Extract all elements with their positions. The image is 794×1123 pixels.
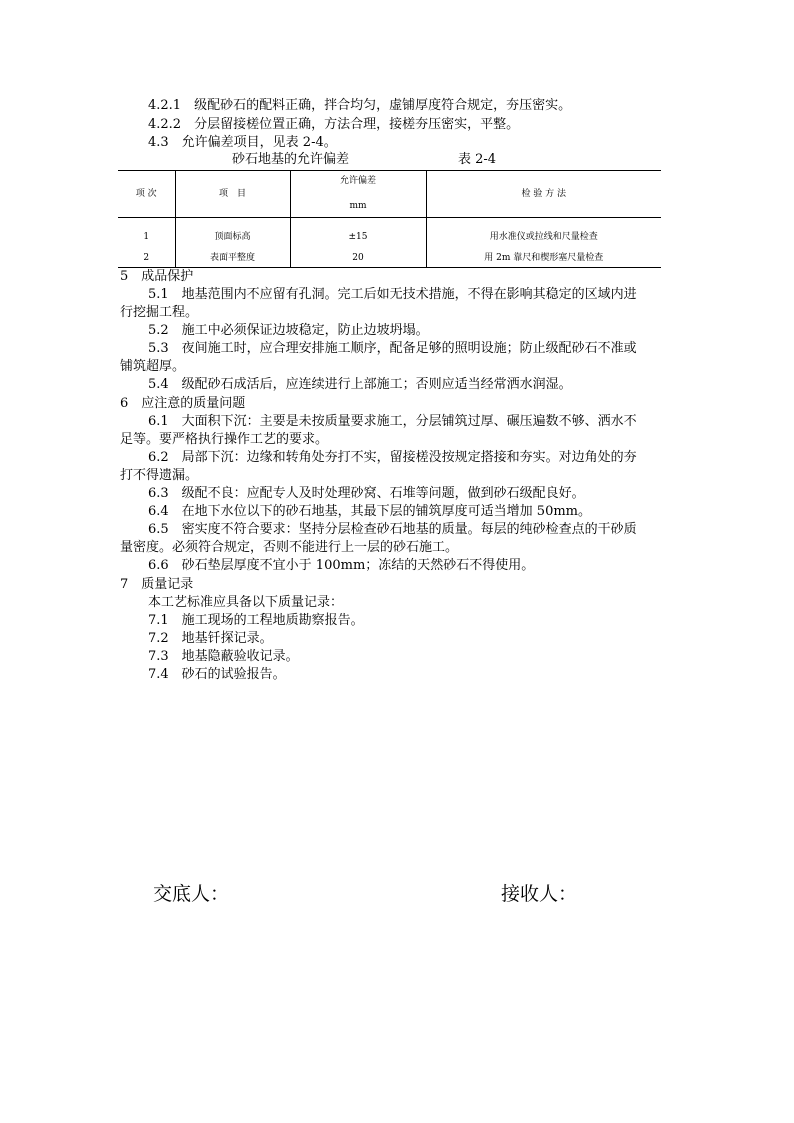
cell-item: 顶面标高 xyxy=(175,218,290,251)
table-row xyxy=(118,250,661,268)
cell-method: 用水准仪或拉线和尺量检查 xyxy=(426,218,661,251)
section-7-heading: 7 质量记录 xyxy=(120,577,194,592)
table-title: 砂石地基的允许偏差 xyxy=(232,152,350,167)
para-4-3: 4.3 允许偏差项目，见表 2-4。 xyxy=(148,135,337,150)
para-5-3-cont: 铺筑超厚。 xyxy=(120,359,186,374)
cell-no: 1 xyxy=(118,218,175,251)
cell-tolerance: ±15 xyxy=(290,218,426,251)
para-7-3: 7.3 地基隐蔽验收记录。 xyxy=(148,649,299,664)
para-6-2-cont: 打不得遗漏。 xyxy=(120,468,199,483)
tolerance-table xyxy=(118,170,661,268)
para-7-2: 7.2 地基钎探记录。 xyxy=(148,631,273,646)
para-5-4: 5.4 级配砂石成活后，应连续进行上部施工；否则应适当经常洒水润湿。 xyxy=(148,377,572,392)
table-header-row xyxy=(118,171,661,218)
header-tolerance-label: 允许偏差 xyxy=(339,176,376,186)
header-item-no: 项 次 xyxy=(118,171,175,218)
para-5-1: 5.1 地基范围内不应留有孔洞。完工后如无技术措施，不得在影响其稳定的区域内进 xyxy=(148,287,637,302)
section-6-heading: 6 应注意的质量问题 xyxy=(120,396,246,411)
para-5-3: 5.3 夜间施工时，应合理安排施工顺序，配备足够的照明设施；防止级配砂石不准或 xyxy=(148,341,637,356)
para-6-4: 6.4 在地下水位以下的砂石地基，其最下层的铺筑厚度可适当增加 50mm。 xyxy=(148,504,592,519)
para-6-5-cont: 量密度。必须符合规定，否则不能进行上一层的砂石施工。 xyxy=(120,540,459,555)
cell-no: 2 xyxy=(118,250,175,268)
table-row xyxy=(118,218,661,251)
para-6-6: 6.6 砂石垫层厚度不宜小于 100mm；冻结的天然砂石不得使用。 xyxy=(148,558,535,573)
para-5-2: 5.2 施工中必须保证边坡稳定，防止边坡坍塌。 xyxy=(148,323,429,338)
header-tolerance-unit: mm xyxy=(349,201,367,211)
para-6-3: 6.3 级配不良：应配专人及时处理砂窝、石堆等问题，做到砂石级配良好。 xyxy=(148,486,585,501)
para-5-1-cont: 行挖掘工程。 xyxy=(120,305,199,320)
header-method: 检 验 方 法 xyxy=(426,171,661,218)
para-6-2: 6.2 局部下沉：边缘和转角处夯打不实，留接槎没按规定搭接和夯实。对边角处的夯 xyxy=(148,450,637,465)
cell-item: 表面平整度 xyxy=(175,250,290,268)
para-7-intro: 本工艺标准应具备以下质量记录： xyxy=(148,595,344,610)
para-6-1: 6.1 大面积下沉：主要是未按质量要求施工，分层铺筑过厚、碾压遍数不够、洒水不 xyxy=(148,414,637,429)
cell-tolerance: 20 xyxy=(290,250,426,268)
cell-method: 用 2m 靠尺和楔形塞尺量检查 xyxy=(426,250,661,268)
header-tolerance xyxy=(290,171,426,218)
para-7-1: 7.1 施工现场的工程地质勘察报告。 xyxy=(148,613,364,628)
para-6-5: 6.5 密实度不符合要求：坚持分层检查砂石地基的质量。每层的纯砂检查点的干砂质 xyxy=(148,522,637,537)
para-7-4: 7.4 砂石的试验报告。 xyxy=(148,667,286,682)
signature-giver-label: 交底人： xyxy=(153,883,230,905)
para-4-2-1: 4.2.1 级配砂石的配料正确，拌合均匀，虚铺厚度符合规定，夯压密实。 xyxy=(148,98,572,113)
signature-receiver-label: 接收人： xyxy=(501,883,578,905)
section-5-heading: 5 成品保护 xyxy=(120,269,194,284)
table-number: 表 2-4 xyxy=(458,152,497,167)
header-item: 项 目 xyxy=(175,171,290,218)
para-4-2-2: 4.2.2 分层留接槎位置正确，方法合理，接槎夯压密实，平整。 xyxy=(148,117,520,132)
para-6-1-cont: 足等。要严格执行操作工艺的要求。 xyxy=(120,432,329,447)
